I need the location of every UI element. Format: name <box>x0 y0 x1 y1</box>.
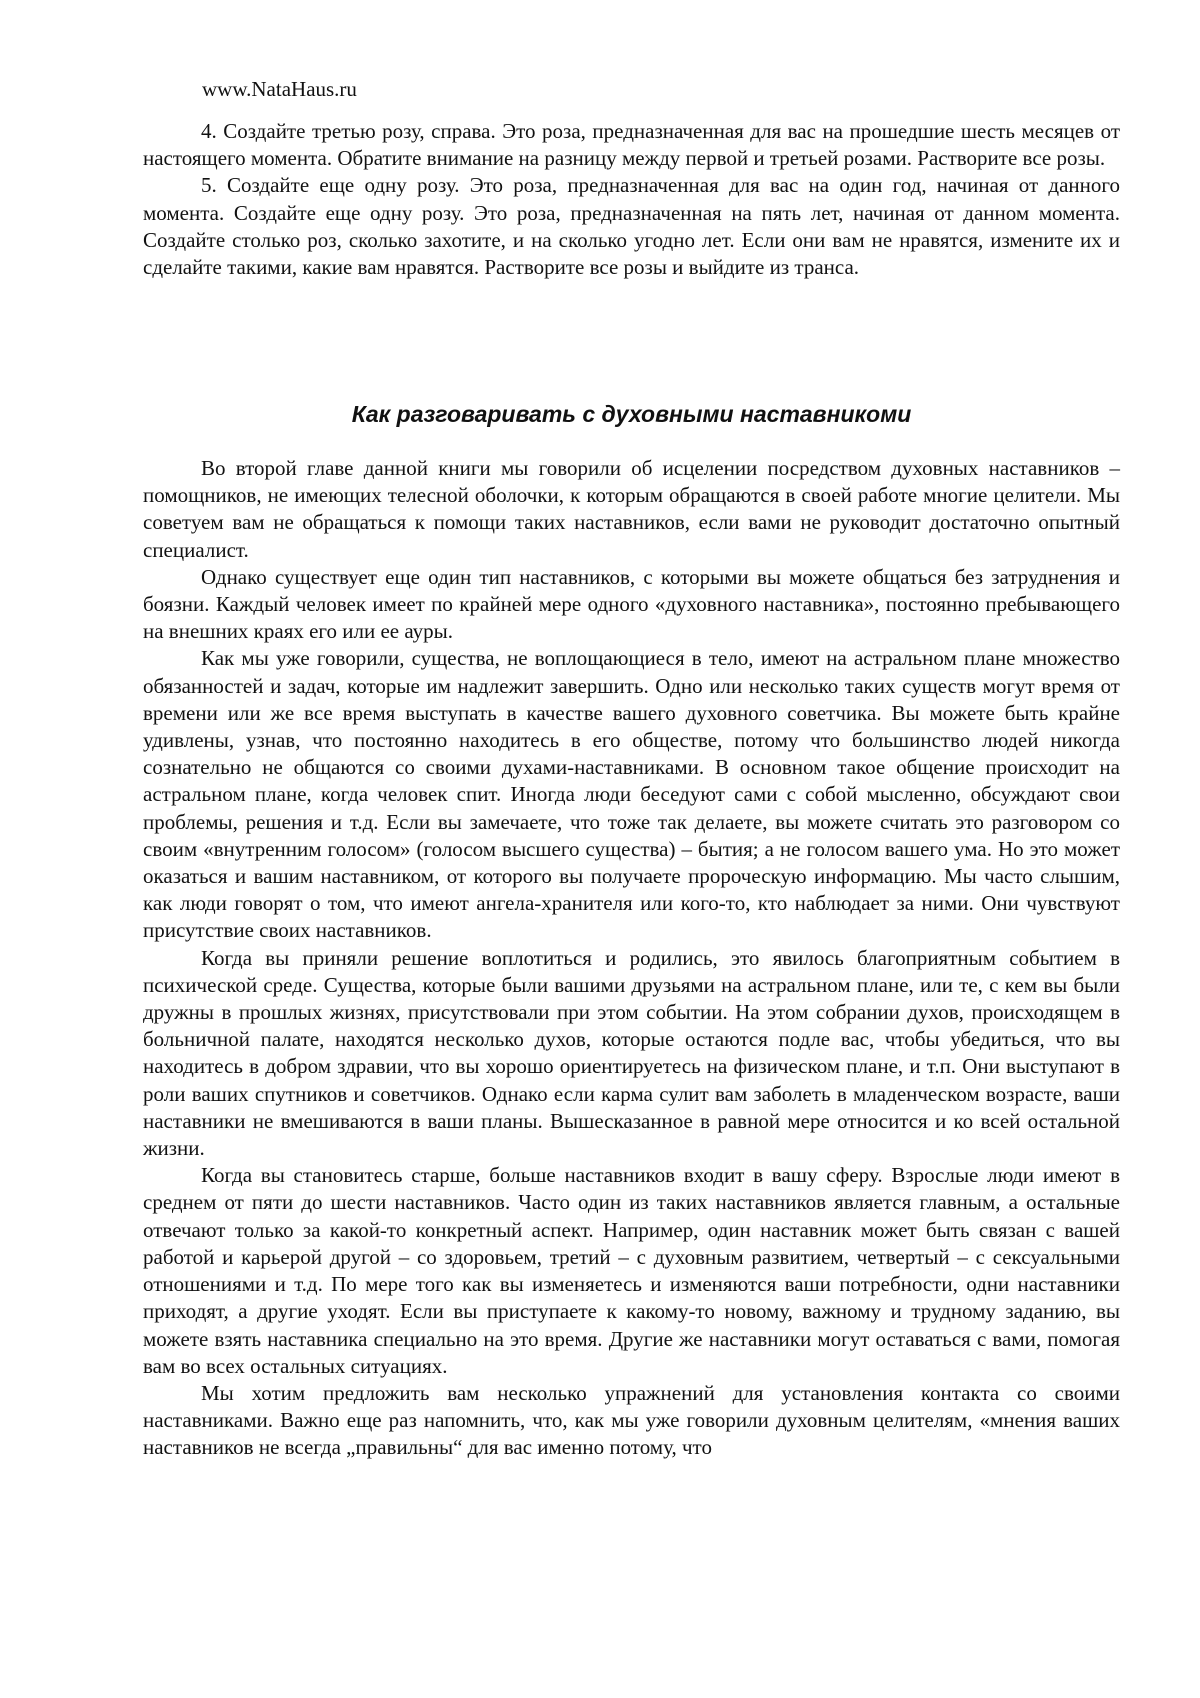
paragraph: Во второй главе данной книги мы говорили об исцелении посредством духовных наставников – помощников, не имеющих телесной оболочки, к которым обращаются в своей работе многие целители. Мы советуем вам не обращаться к помощи таких наставников, если вами не руководит достаточно опытный специалист. <box>143 456 1120 562</box>
paragraph: Мы хотим предложить вам несколько упражнений для установления контакта со своими наставниками. Важно еще раз напомнить, что, как мы уже говорили духовным целителям, «мнения ваших наставников не всегда „правильны“ для вас именно потому, что <box>143 1380 1120 1460</box>
paragraph: Как мы уже говорили, существа, не воплощающиеся в тело, имеют на астральном плане множество обязанностей и задач, которые им надлежит завершить. Одно или несколько таких существ могут время от времени или же все время выступать в качестве вашего духовного советчика. Вы можете быть крайне удивлены, узнав, что постоянно находитесь в его обществе, потому что большинство людей никогда сознательно не общаются со своими духами-наставниками. В основном такое общение происходит на астральном плане, когда человек спит. Иногда люди беседуют сами с собой мысленно, обсуждают свои проблемы, решения и т.д. Если вы замечаете, что тоже так делаете, вы можете считать это разговором со своим «внутренним голосом» (голосом высшего существа) – бытия; а не голосом вашего ума. Но это может оказаться и вашим наставником, от которого вы получаете пророческую информацию. Мы часто слышим, как люди говорят о том, что имеют ангела-хранителя или кого-то, кто наблюдает за ними. Они чувствуют присутствие своих наставников. <box>143 646 1120 943</box>
paragraph-step-5: 5. Создайте еще одну розу. Это роза, предназначенная для вас на один год, начиная от данного момента. Создайте еще одну розу. Это роза, предназначенная на пять лет, начиная от данном момента. Создайте столько роз, сколько захотите, и на сколько угодно лет. Если они вам не нравятся, измените их и сделайте такими, какие вам нравятся. Растворите все розы и выйдите из транса. <box>143 173 1120 280</box>
section-body <box>143 455 1120 1462</box>
intro-block <box>143 118 1120 281</box>
paragraph: Когда вы становитесь старше, больше наставников входит в вашу сферу. Взрослые люди имеют в среднем от пяти до шести наставников. Часто один из таких наставников является главным, а остальные отвечают только за какой-то конкретный аспект. Например, один наставник может быть связан с вашей работой и карьерой другой – со здоровьем, третий – с духовным развитием, четвертый – с сексуальными отношениями и т.д. По мере того как вы изменяетесь и изменяются ваши потребности, одни наставники приходят, а другие уходят. Если вы приступаете к какому-то новому, важному и трудному заданию, вы можете взять наставника специально на это время. Другие же наставники могут оставаться с вами, помогая вам во всех остальных ситуациях. <box>143 1163 1120 1378</box>
site-header: www.NataHaus.ru <box>202 77 357 101</box>
paragraph: Когда вы приняли решение воплотиться и родились, это явилось благоприятным событием в психической среде. Существа, которые были вашими друзьями на астральном плане, или те, с кем вы были дружны в прошлых жизнях, присутствовали при этом событии. На этом собрании духов, происходящем в больничной палате, находятся несколько духов, которые остаются подле вас, чтобы убедиться, что вы находитесь в добром здравии, что вы хорошо ориентируетесь на физическом плане, и т.п. Они выступают в роли ваших спутников и советчиков. Однако если карма сулит вам заболеть в младенческом возрасте, ваши наставники не вмешиваются в ваши планы. Вышесказанное в равной мере относится и ко всей остальной жизни. <box>143 945 1120 1161</box>
section-title: Как разговаривать с духовными наставникоми <box>351 401 912 427</box>
paragraph: Однако существует еще один тип наставников, с которыми вы можете общаться без затруднения и боязни. Каждый человек имеет по крайней мере одного «духовного наставника», постоянно пребывающего на внешних краях его или ее ауры. <box>143 564 1120 644</box>
paragraph-step-4: 4. Создайте третью розу, справа. Это роза, предназначенная для вас на прошедшие шесть месяцев от настоящего момента. Обратите внимание на разницу между первой и третьей розами. Растворите все розы. <box>143 119 1120 171</box>
